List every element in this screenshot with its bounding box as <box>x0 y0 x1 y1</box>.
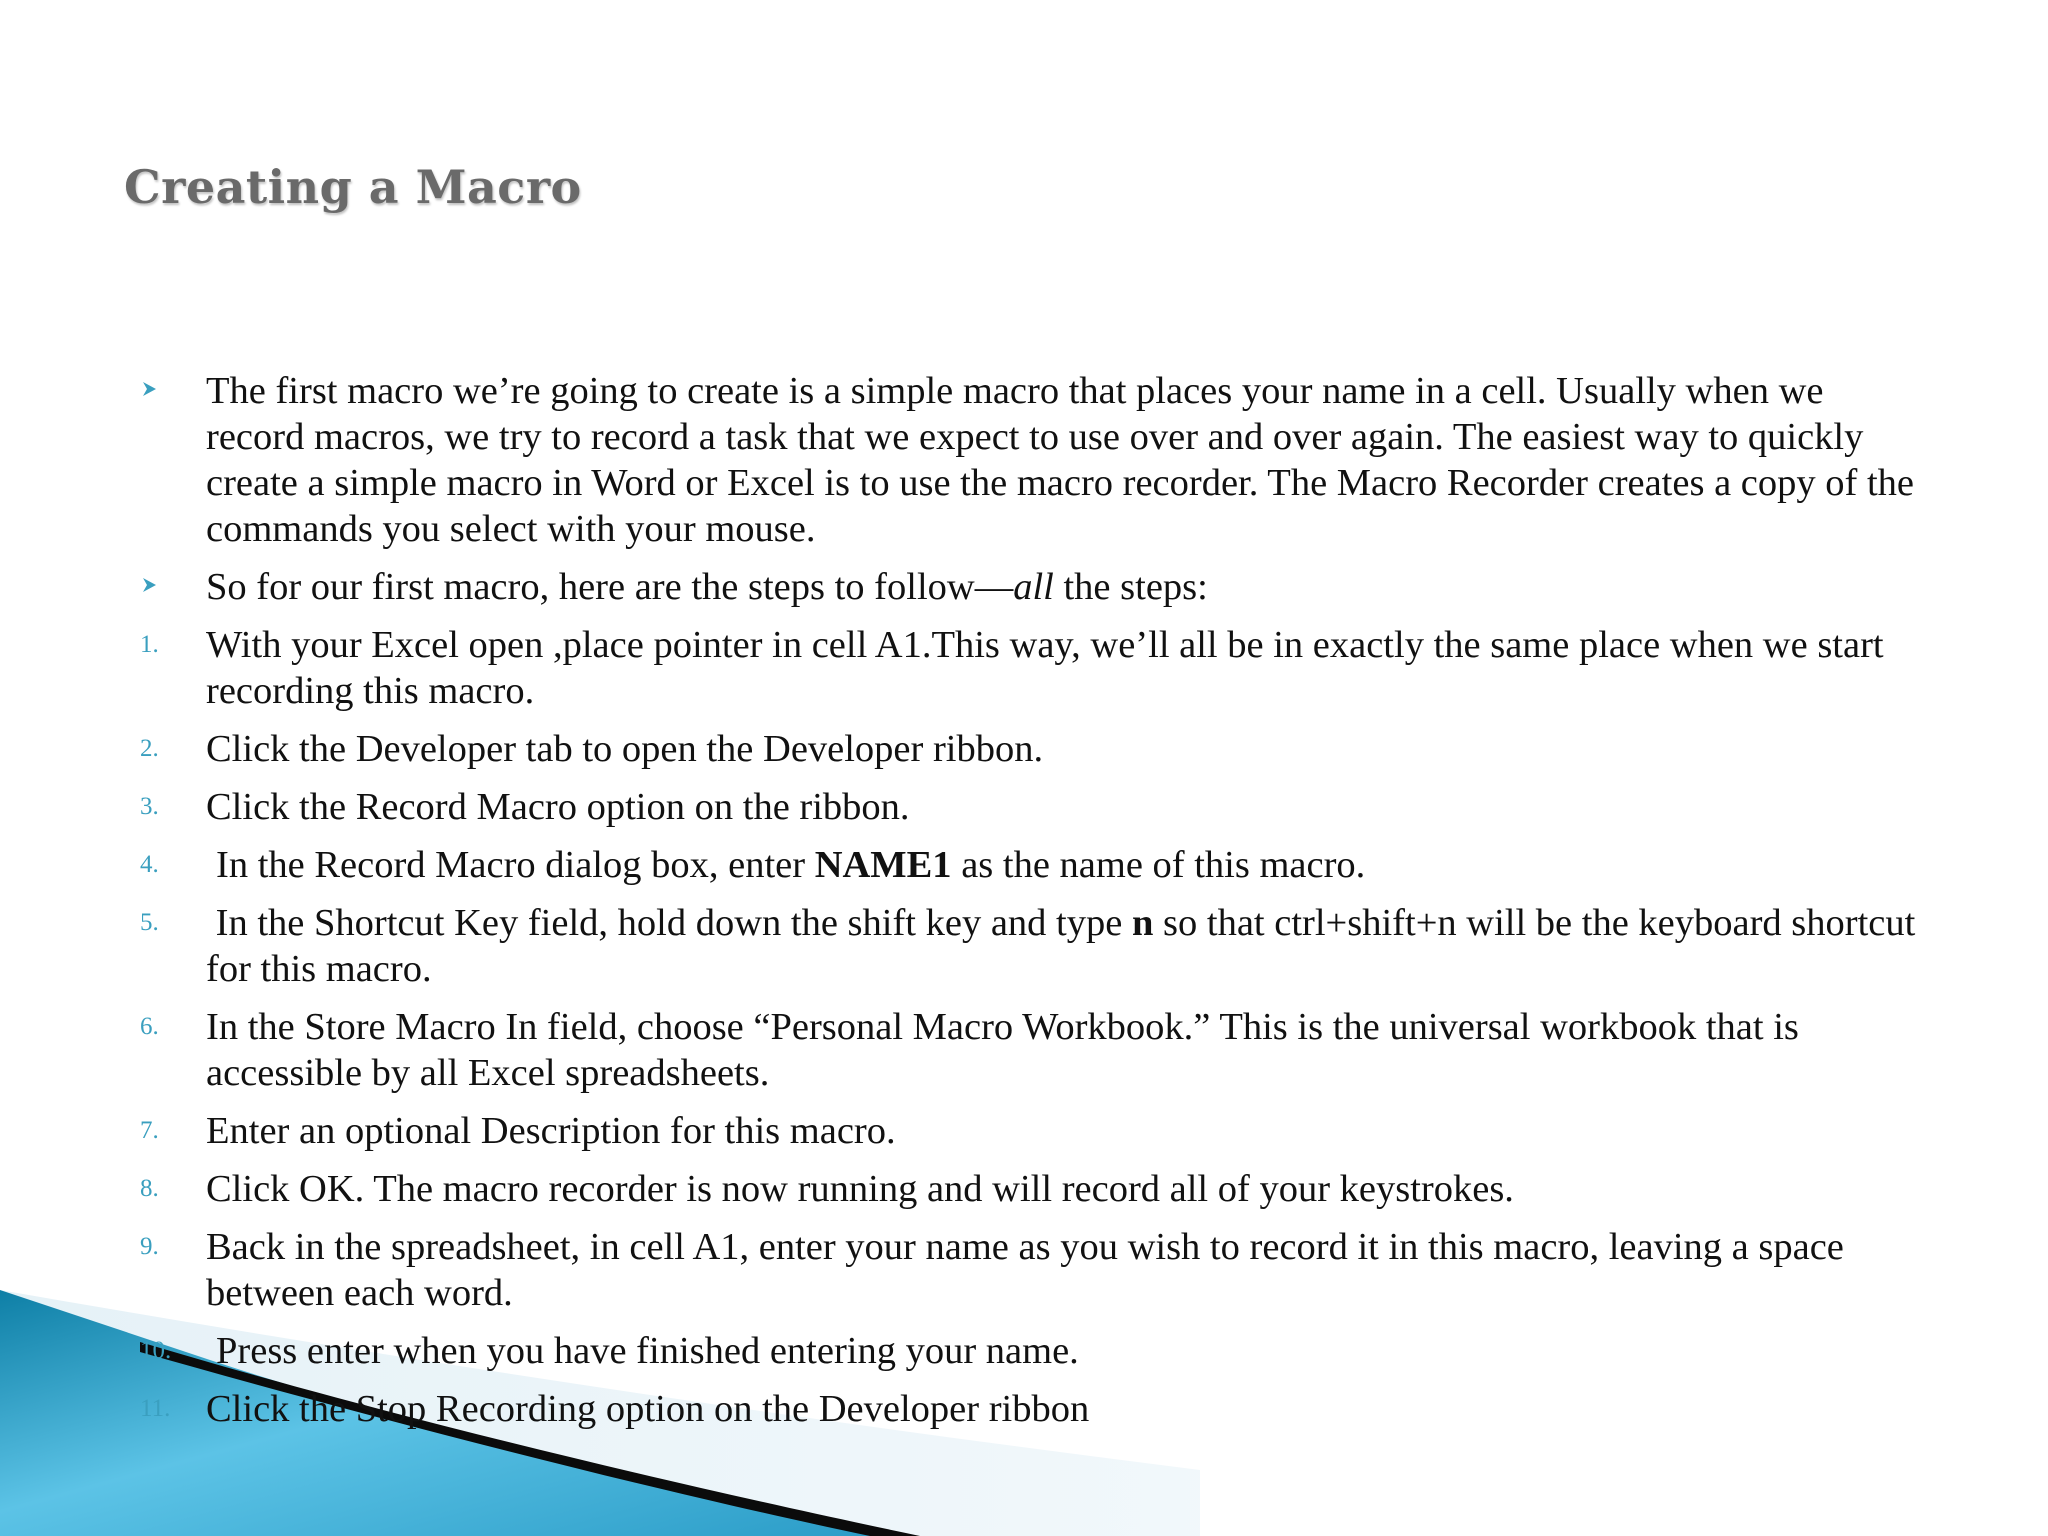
step-number: 1. <box>140 631 159 658</box>
step-text: Enter an optional Description for this macro. <box>206 1110 896 1152</box>
list-item <box>140 1224 1930 1316</box>
step-number: 3. <box>140 793 159 820</box>
bullet-text: The first macro we’re going to create is a simple macro that places your name in a cell. Usually when we record macros, we try to record a task that we expect to use over and over again. The easiest way to quickly create a simple macro in Word or Excel is to use the macro recorder. The Macro Recorder creates a copy of the commands you select with your mouse. <box>206 370 1914 550</box>
step-number: 4. <box>140 851 159 878</box>
list-item <box>140 842 1930 888</box>
step-text: In the Store Macro In field, choose “Personal Macro Workbook.” This is the universal workbook that is accessible by all Excel spreadsheets. <box>206 1006 1799 1094</box>
list-item <box>140 1004 1930 1096</box>
list-item <box>140 1386 1930 1432</box>
list-item <box>140 1328 1930 1374</box>
bullet-text: So for our first macro, here are the steps to follow—all the steps: <box>206 566 1208 608</box>
list-item <box>140 900 1930 992</box>
step-number: 5. <box>140 909 159 936</box>
step-text: Click the Record Macro option on the ribbon. <box>206 786 910 828</box>
step-text: With your Excel open ,place pointer in cell A1.This way, we’ll all be in exactly the same place when we start recording this macro. <box>206 624 1884 712</box>
list-item <box>140 1108 1930 1154</box>
step-text: In the Record Macro dialog box, enter NAME1 as the name of this macro. <box>216 844 1366 886</box>
step-number: 6. <box>140 1013 159 1040</box>
list-item <box>140 368 1930 552</box>
content-list <box>140 368 1930 1444</box>
list-item <box>140 784 1930 830</box>
step-text: Click the Stop Recording option on the Developer ribbon <box>206 1388 1090 1430</box>
step-text: Click the Developer tab to open the Developer ribbon. <box>206 728 1044 770</box>
list-item <box>140 726 1930 772</box>
step-text: Back in the spreadsheet, in cell A1, enter your name as you wish to record it in this macro, leaving a space between each word. <box>206 1226 1844 1314</box>
step-text: In the Shortcut Key field, hold down the shift key and type n so that ctrl+shift+n will be the keyboard shortcut for this macro. <box>206 902 1916 990</box>
page-title: Creating a Macro <box>124 160 582 214</box>
step-number: 2. <box>140 735 159 762</box>
step-number: 7. <box>140 1117 159 1144</box>
step-text: Click OK. The macro recorder is now running and will record all of your keystrokes. <box>206 1168 1514 1210</box>
step-text: Press enter when you have finished entering your name. <box>216 1330 1079 1372</box>
arrow-bullet-icon <box>140 370 196 416</box>
step-number: 11. <box>140 1395 171 1422</box>
list-item <box>140 1166 1930 1212</box>
step-number: 8. <box>140 1175 159 1202</box>
list-item <box>140 564 1930 610</box>
step-number: 10. <box>140 1337 172 1364</box>
list-item <box>140 622 1930 714</box>
arrow-bullet-icon <box>140 566 196 612</box>
step-number: 9. <box>140 1233 159 1260</box>
